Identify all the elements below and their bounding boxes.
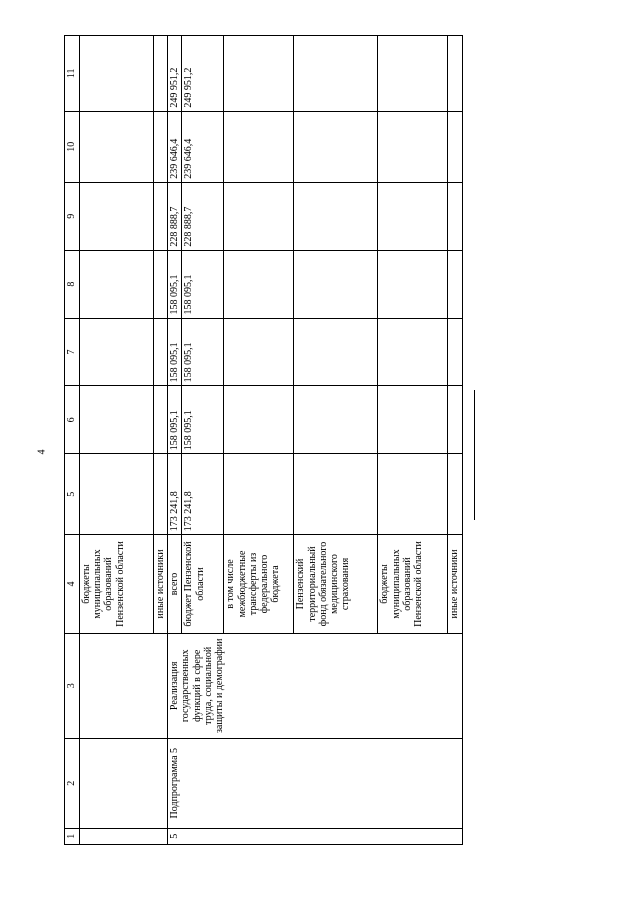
cell-value xyxy=(378,182,448,250)
cell-value xyxy=(294,250,378,318)
cell-value: 173 241,8 xyxy=(182,454,224,535)
cell-value xyxy=(378,111,448,182)
cell-value: 249 951,2 xyxy=(182,36,224,112)
cell-source: Пензенский территориальный фонд обязательного медицинского страхования xyxy=(294,535,378,634)
cell-value xyxy=(154,454,168,535)
cell-value xyxy=(378,454,448,535)
cell-value xyxy=(378,250,448,318)
cell-value xyxy=(294,318,378,386)
header-row xyxy=(65,36,80,845)
cell-value: 158 095,1 xyxy=(182,250,224,318)
col-header-11: 11 xyxy=(65,36,80,112)
cell-value xyxy=(80,318,154,386)
cell-value xyxy=(294,386,378,454)
cell-source: бюджет Пензенской области xyxy=(182,535,224,634)
table-row xyxy=(80,36,154,845)
table-row xyxy=(168,36,182,845)
cell-value: 228 888,7 xyxy=(182,182,224,250)
cell-value xyxy=(80,111,154,182)
cell-value: 239 646,4 xyxy=(182,111,224,182)
cell-name: Подпрограмма 5 xyxy=(168,738,462,828)
col-header-7: 7 xyxy=(65,318,80,386)
cell-source: всего xyxy=(168,535,182,634)
cell-value xyxy=(154,182,168,250)
cell-source: бюджеты муниципальных образований Пензенской области xyxy=(378,535,448,634)
cell-value xyxy=(80,386,154,454)
cell-value xyxy=(224,318,294,386)
cell-number xyxy=(80,828,168,844)
rotated-table-container xyxy=(64,35,461,845)
cell-title xyxy=(80,633,168,738)
cell-value: 158 095,1 xyxy=(168,250,182,318)
cell-value: 158 095,1 xyxy=(168,386,182,454)
cell-value xyxy=(294,454,378,535)
cell-value xyxy=(154,36,168,112)
cell-value xyxy=(448,182,462,250)
cell-value xyxy=(448,454,462,535)
cell-name xyxy=(80,738,168,828)
col-header-8: 8 xyxy=(65,250,80,318)
cell-value xyxy=(378,386,448,454)
cell-source: иные источники xyxy=(448,535,462,634)
cell-value: 249 951,2 xyxy=(168,36,182,112)
cell-value xyxy=(224,250,294,318)
cell-value: 158 095,1 xyxy=(182,386,224,454)
col-header-5: 5 xyxy=(65,454,80,535)
col-header-1: 1 xyxy=(65,828,80,844)
cell-value xyxy=(224,111,294,182)
cell-value: 158 095,1 xyxy=(182,318,224,386)
cell-value xyxy=(294,111,378,182)
cell-value: 228 888,7 xyxy=(168,182,182,250)
col-header-3: 3 xyxy=(65,633,80,738)
cell-value xyxy=(448,250,462,318)
cell-value xyxy=(448,386,462,454)
cell-title: Реализация государственных функций в сфере труда, социальной защиты и демографии xyxy=(168,633,462,738)
cell-value: 239 646,4 xyxy=(168,111,182,182)
budget-table xyxy=(64,35,463,845)
cell-value xyxy=(80,250,154,318)
cell-value xyxy=(448,111,462,182)
cell-value xyxy=(294,36,378,112)
cell-value xyxy=(80,182,154,250)
col-header-10: 10 xyxy=(65,111,80,182)
cell-source: в том числе межбюджетные трансферты из федерального бюджета xyxy=(224,535,294,634)
cell-value xyxy=(378,318,448,386)
cell-value xyxy=(448,318,462,386)
cell-value: 173 241,8 xyxy=(168,454,182,535)
col-header-9: 9 xyxy=(65,182,80,250)
cell-value xyxy=(294,182,378,250)
cell-value xyxy=(154,386,168,454)
page-number: 4 xyxy=(36,449,48,455)
cell-value xyxy=(224,386,294,454)
col-header-6: 6 xyxy=(65,386,80,454)
cell-value xyxy=(448,36,462,112)
cell-number: 5 xyxy=(168,828,462,844)
cell-value xyxy=(224,454,294,535)
col-header-2: 2 xyxy=(65,738,80,828)
cell-value xyxy=(378,36,448,112)
separator-line xyxy=(474,390,475,520)
cell-value xyxy=(154,250,168,318)
cell-value xyxy=(80,454,154,535)
col-header-4: 4 xyxy=(65,535,80,634)
cell-value xyxy=(154,111,168,182)
cell-value xyxy=(224,36,294,112)
cell-value: 158 095,1 xyxy=(168,318,182,386)
cell-value xyxy=(154,318,168,386)
cell-source: бюджеты муниципальных образований Пензенской области xyxy=(80,535,154,634)
cell-value xyxy=(224,182,294,250)
cell-value xyxy=(80,36,154,112)
cell-source: иные источники xyxy=(154,535,168,634)
